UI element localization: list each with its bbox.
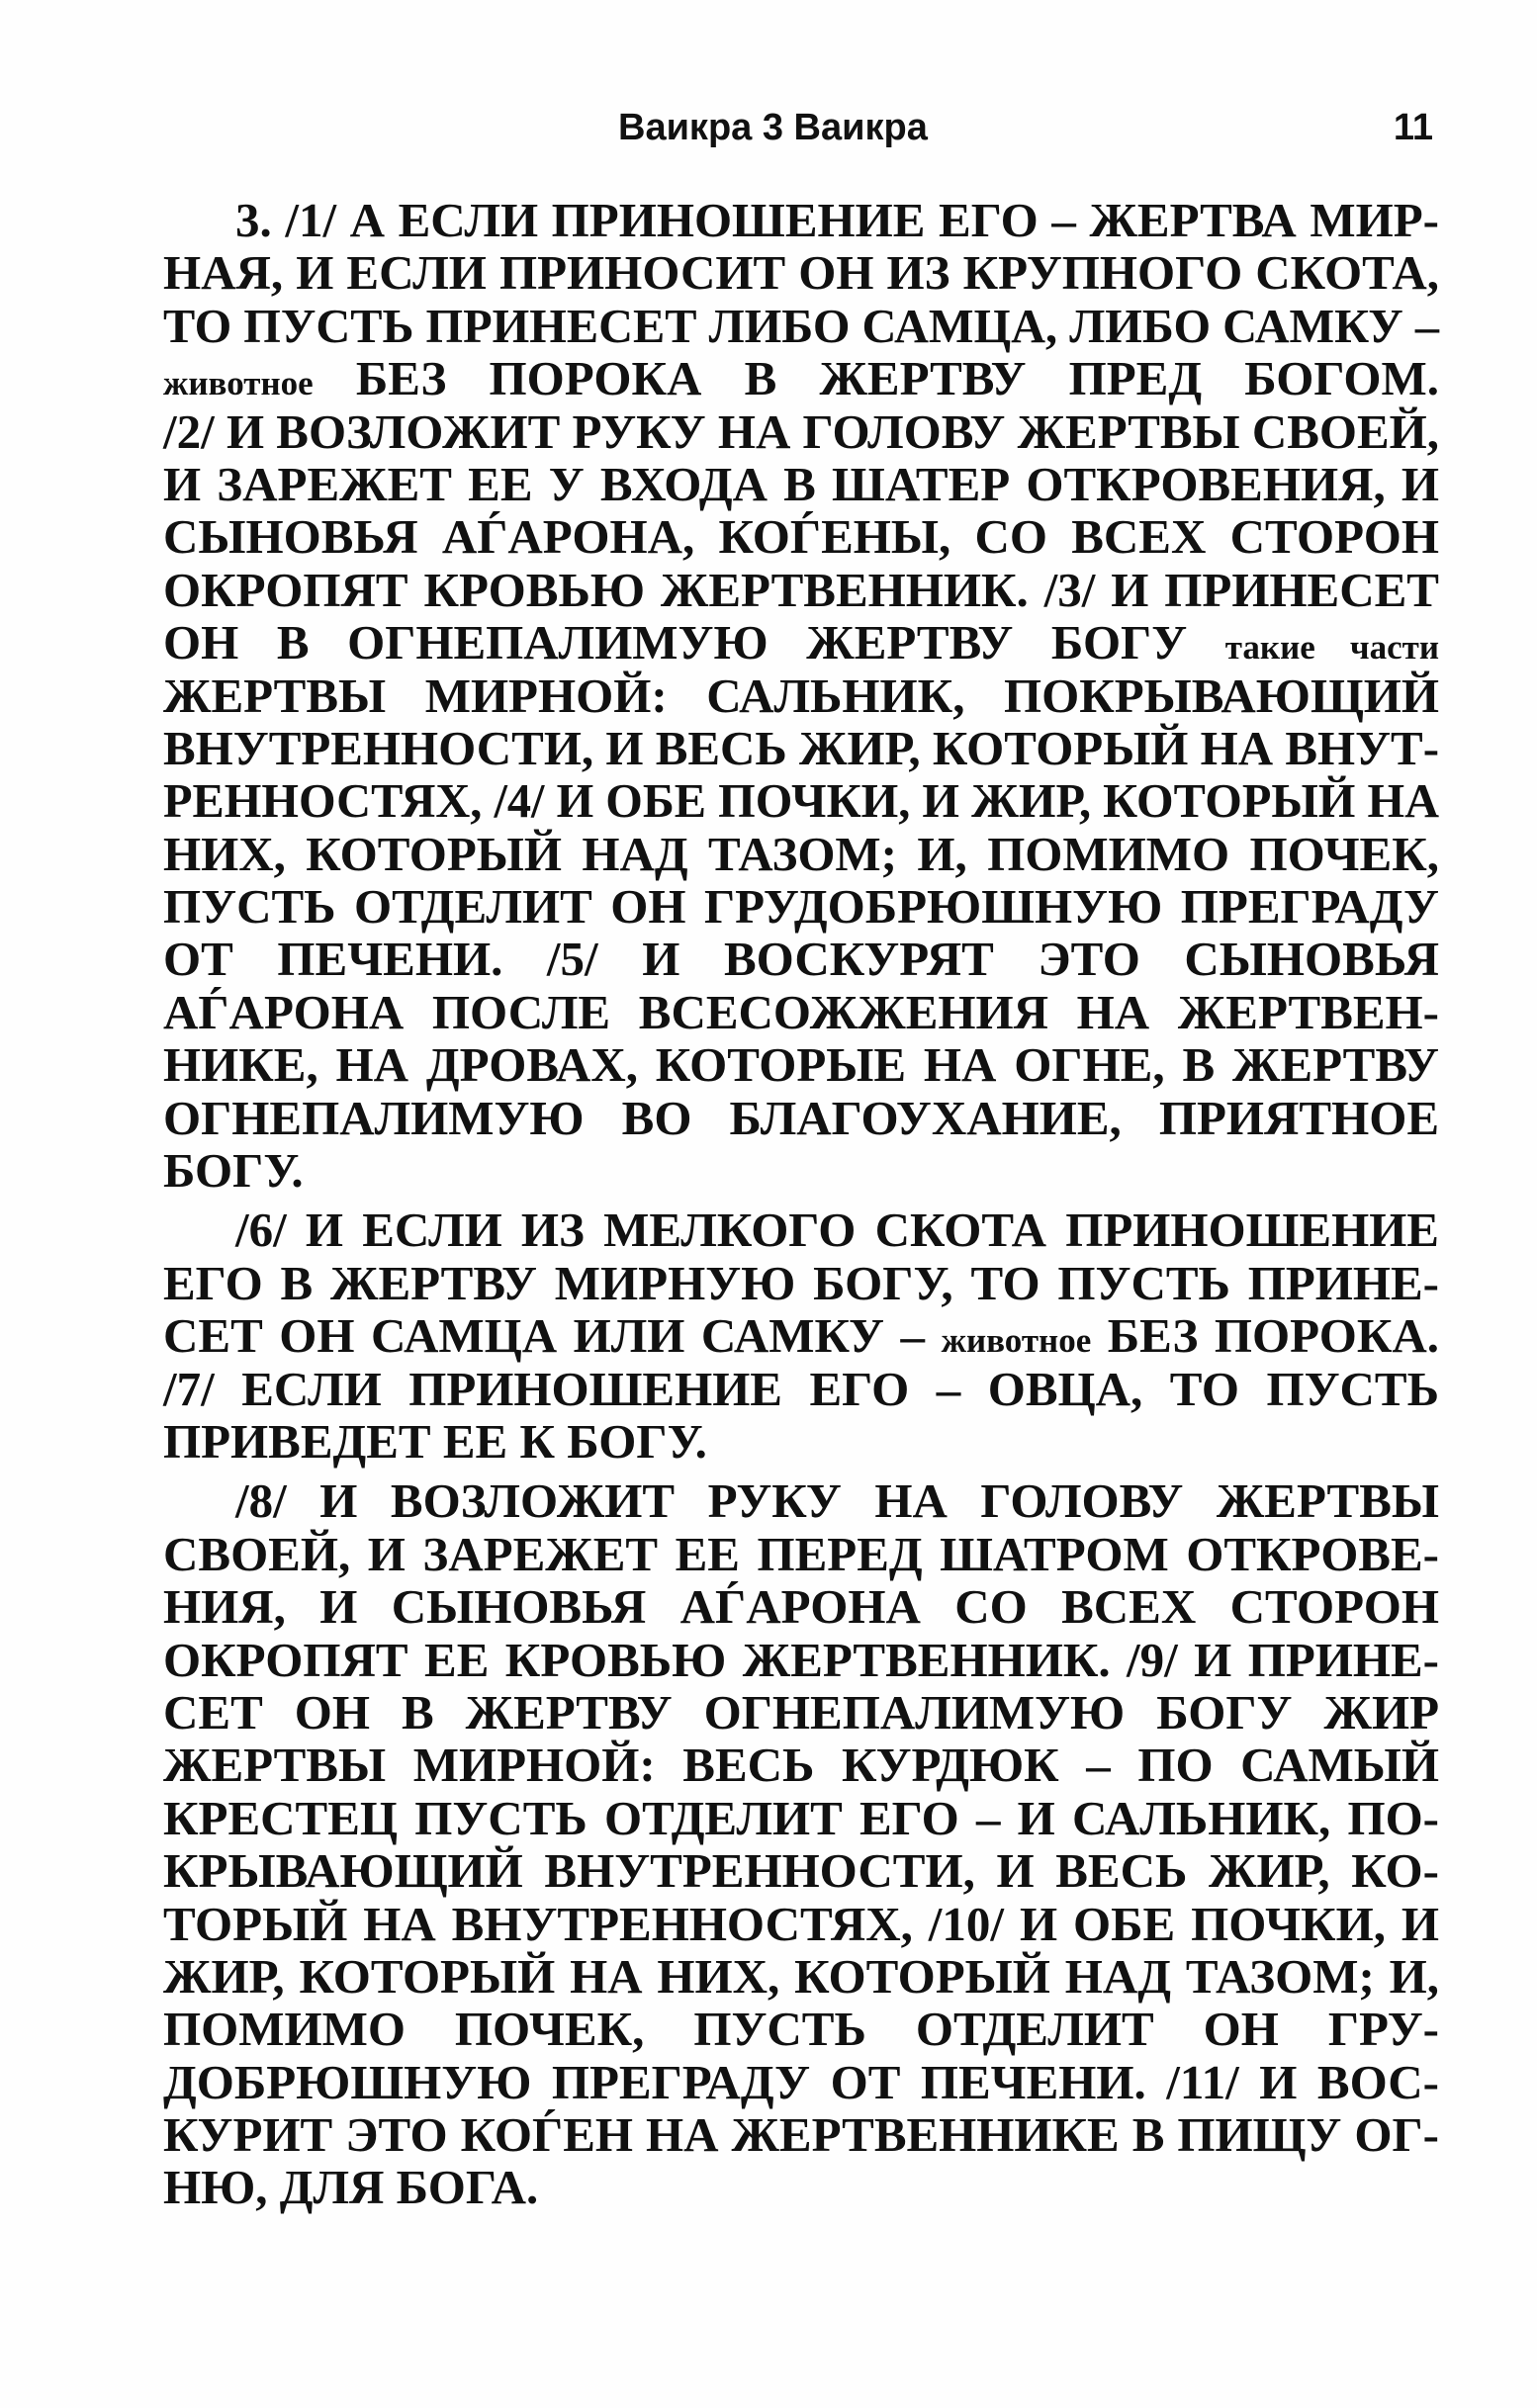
text-line (163, 564, 1439, 616)
text-line (163, 1739, 1439, 1791)
text-line (163, 405, 1439, 458)
text-run: КРЫВАЮЩИЙ ВНУТРЕННОСТИ, И ВЕСЬ ЖИР, КО- (163, 1843, 1439, 1899)
text-line (163, 1950, 1439, 2003)
editorial-insertion: животное (163, 364, 314, 403)
text-run: АЃАРОНА ПОСЛЕ ВСЕСОЖЖЕНИЯ НА ЖЕРТВЕН- (163, 984, 1439, 1039)
text-run: ЖЕРТВЫ МИРНОЙ: ВЕСЬ КУРДЮК – ПО САМЫЙ (163, 1738, 1439, 1793)
text-run: ПУСТЬ ОТДЕЛИТ ОН ГРУДОБРЮШНУЮ ПРЕГРАДУ (163, 879, 1439, 935)
text-line (163, 616, 1439, 669)
text-line (163, 2056, 1439, 2108)
text-run: СЫНОВЬЯ АЃАРОНА, КОЃЕНЫ, СО ВСЕХ СТОРОН (163, 509, 1439, 565)
text-line (163, 300, 1439, 352)
text-line (163, 246, 1439, 299)
text-run: КУРИТ ЭТО КОЃЕН НА ЖЕРТВЕННИКЕ В ПИЩУ ОГ- (163, 2107, 1439, 2163)
text-run: НИХ, КОТОРЫЙ НАД ТАЗОМ; И, ПОМИМО ПОЧЕК, (163, 826, 1439, 881)
text-run: ОКРОПЯТ ЕЕ КРОВЬЮ ЖЕРТВЕННИК. /9/ И ПРИНЕ- (163, 1632, 1439, 1687)
text-line (163, 933, 1439, 985)
text-run: ОН В ОГНЕПАЛИМУЮ ЖЕРТВУ БОГУ (163, 615, 1225, 670)
text-run: 3. /1/ А ЕСЛИ ПРИНОШЕНИЕ ЕГО – ЖЕРТВА МИР- (235, 193, 1439, 247)
text-run: /2/ И ВОЗЛОЖИТ РУКУ НА ГОЛОВУ ЖЕРТВЫ СВОЕЙ, (163, 403, 1439, 459)
text-line (163, 1844, 1439, 1897)
text-run: РЕННОСТЯХ, /4/ И ОБЕ ПОЧКИ, И ЖИР, КОТОРЫЙ НА (163, 773, 1439, 829)
text-run: ОГНЕПАЛИМУЮ ВО БЛАГОУХАНИЕ, ПРИЯТНОЕ (163, 1090, 1439, 1145)
running-title: Ваикра 3 Ваикра (618, 107, 928, 148)
text-run: ОТ ПЕЧЕНИ. /5/ И ВОСКУРЯТ ЭТО СЫНОВЬЯ (163, 932, 1439, 987)
text-line (163, 1415, 1439, 1468)
text-line (163, 1257, 1439, 1309)
text-line (163, 352, 1439, 404)
text-line (163, 774, 1439, 827)
text-run: ТО ПУСТЬ ПРИНЕСЕТ ЛИБО САМЦА, ЛИБО САМКУ – (163, 298, 1439, 353)
text-run: БЕЗ ПОРОКА В ЖЕРТВУ ПРЕД БОГОМ. (313, 351, 1439, 406)
text-run: НИЯ, И СЫНОВЬЯ АЃАРОНА СО ВСЕХ СТОРОН (163, 1579, 1439, 1635)
paragraph (163, 1474, 1439, 2213)
text-run: ПОМИМО ПОЧЕК, ПУСТЬ ОТДЕЛИТ ОН ГРУ- (163, 2002, 1439, 2057)
text-run: КРЕСТЕЦ ПУСТЬ ОТДЕЛИТ ЕГО – И САЛЬНИК, ПО- (163, 1790, 1439, 1845)
text-line (163, 1528, 1439, 1580)
text-run: СЕТ ОН САМЦА ИЛИ САМКУ – (163, 1308, 942, 1364)
text-run: ОКРОПЯТ КРОВЬЮ ЖЕРТВЕННИК. /3/ И ПРИНЕСЕТ (163, 562, 1439, 617)
text-line (163, 669, 1439, 722)
text-line (163, 1634, 1439, 1686)
text-run: /7/ ЕСЛИ ПРИНОШЕНИЕ ЕГО – ОВЦА, ТО ПУСТЬ (163, 1361, 1439, 1416)
text-line (163, 1792, 1439, 1844)
text-line (163, 986, 1439, 1038)
text-line (163, 458, 1439, 510)
text-line (163, 1204, 1439, 1256)
editorial-insertion: животное (941, 1321, 1092, 1361)
text-line (163, 880, 1439, 933)
text-line (163, 722, 1439, 774)
text-run: НЮ, ДЛЯ БОГА. (163, 2160, 539, 2215)
text-line (163, 2003, 1439, 2055)
text-run: ВНУТРЕННОСТИ, И ВЕСЬ ЖИР, КОТОРЫЙ НА ВНУТ- (163, 720, 1439, 775)
running-head (163, 103, 1439, 152)
paragraph (163, 194, 1439, 1197)
text-run: НИКЕ, НА ДРОВАХ, КОТОРЫЕ НА ОГНЕ, В ЖЕРТВУ (163, 1037, 1439, 1093)
text-line (163, 828, 1439, 880)
text-run: ПРИВЕДЕТ ЕЕ К БОГУ. (163, 1413, 707, 1469)
paragraph (163, 1204, 1439, 1468)
text-line (163, 1092, 1439, 1144)
text-line (163, 1474, 1439, 1527)
text-line (163, 1144, 1439, 1197)
text-run: ДОБРЮШНУЮ ПРЕГРАДУ ОТ ПЕЧЕНИ. /11/ И ВОС- (163, 2054, 1439, 2109)
text-run: ЖЕРТВЫ МИРНОЙ: САЛЬНИК, ПОКРЫВАЮЩИЙ (163, 668, 1439, 723)
text-run: ЖИР, КОТОРЫЙ НА НИХ, КОТОРЫЙ НАД ТАЗОМ; И, (163, 1948, 1439, 2004)
text-line (163, 1309, 1439, 1362)
text-run: СВОЕЙ, И ЗАРЕЖЕТ ЕЕ ПЕРЕД ШАТРОМ ОТКРОВЕ- (163, 1526, 1439, 1581)
text-line (163, 1580, 1439, 1633)
text-line (163, 2161, 1439, 2213)
text-run: НАЯ, И ЕСЛИ ПРИНОСИТ ОН ИЗ КРУПНОГО СКОТА, (163, 245, 1439, 301)
page-number: 11 (1393, 107, 1433, 148)
text-line (163, 1686, 1439, 1739)
text-run: ТОРЫЙ НА ВНУТРЕННОСТЯХ, /10/ И ОБЕ ПОЧКИ, И (163, 1896, 1439, 1951)
text-line (163, 510, 1439, 563)
text-line (163, 1363, 1439, 1415)
text-line (163, 1038, 1439, 1091)
text-run: СЕТ ОН В ЖЕРТВУ ОГНЕПАЛИМУЮ БОГУ ЖИР (163, 1684, 1439, 1739)
text-run: /8/ И ВОЗЛОЖИТ РУКУ НА ГОЛОВУ ЖЕРТВЫ (235, 1473, 1439, 1529)
text-run: ЕГО В ЖЕРТВУ МИРНУЮ БОГУ, ТО ПУСТЬ ПРИНЕ- (163, 1255, 1439, 1310)
text-run: БЕЗ ПОРОКА. (1091, 1308, 1439, 1364)
text-line (163, 194, 1439, 246)
text-run: /6/ И ЕСЛИ ИЗ МЕЛКОГО СКОТА ПРИНОШЕНИЕ (235, 1203, 1439, 1258)
text-line (163, 2108, 1439, 2161)
text-run: И ЗАРЕЖЕТ ЕЕ У ВХОДА В ШАТЕР ОТКРОВЕНИЯ, И (163, 456, 1439, 511)
editorial-insertion: такие части (1224, 628, 1440, 668)
chapter-text (163, 194, 1439, 2214)
text-run: БОГУ. (163, 1143, 304, 1199)
text-line (163, 1898, 1439, 1950)
